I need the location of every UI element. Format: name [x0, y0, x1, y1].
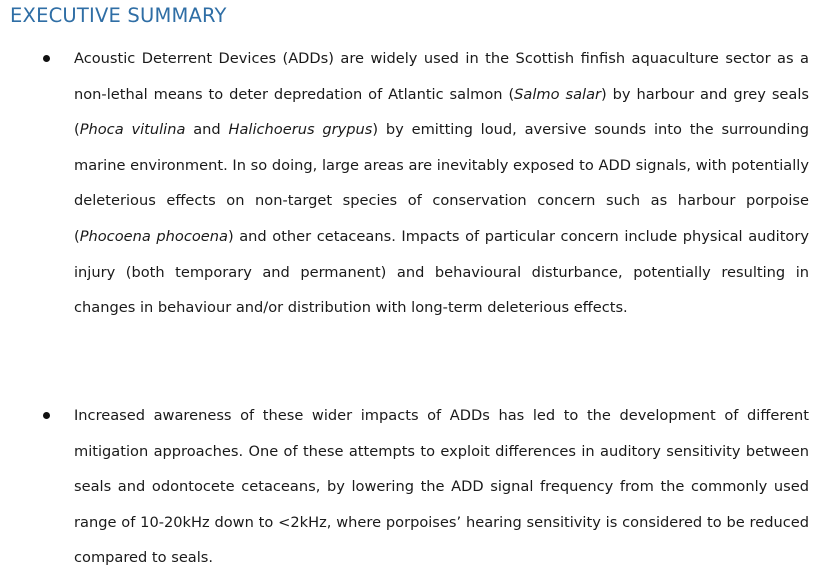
bullet-dot-icon [43, 55, 50, 62]
text-run: ) by harbour and grey seals ( [74, 85, 810, 139]
paragraph-mitigation: Increased awareness of these wider impacts of ADDs has led to the development of different mitigation approaches. One of these attempts to exploit differences in auditory sensitivity between seals and odontocete cetaceans, by lowering the ADD signal frequency from the commonly used range of 10-20kHz down to <2kHz, where porpoises’ hearing sensitivity is considered to be reduced compared to seals. [74, 407, 809, 567]
text-run: Acoustic Deterrent Devices (ADDs) are widely used in the Scottish finfish aquaculture sector as a non-lethal means to deter depredation of Atlantic salmon ( [74, 50, 809, 103]
paragraph-add-overview [74, 41, 809, 326]
section-heading: EXECUTIVE SUMMARY [10, 4, 227, 27]
species-name: Phocoena phocoena [79, 227, 228, 245]
species-name: Salmo salar [514, 85, 602, 103]
text-run: ) and other cetaceans. Impacts of particular concern include physical auditory injury (both temporary and permanent) and behavioural disturbance, potentially resulting in changes in behaviour and/or distribution with long-term deleterious effects. [74, 227, 809, 317]
species-name: Phoca vitulina [79, 121, 186, 139]
text-run: ) by emitting loud, aversive sounds into the surrounding marine environment. In so doing, large areas are inevitably exposed to ADD signals, with potentially deleterious effects on non-target species of conservation concern such as harbour porpoise ( [74, 121, 809, 245]
text-run: and [185, 121, 229, 139]
bullet-dot-icon [43, 412, 50, 419]
species-name: Halichoerus grypus [228, 121, 373, 139]
